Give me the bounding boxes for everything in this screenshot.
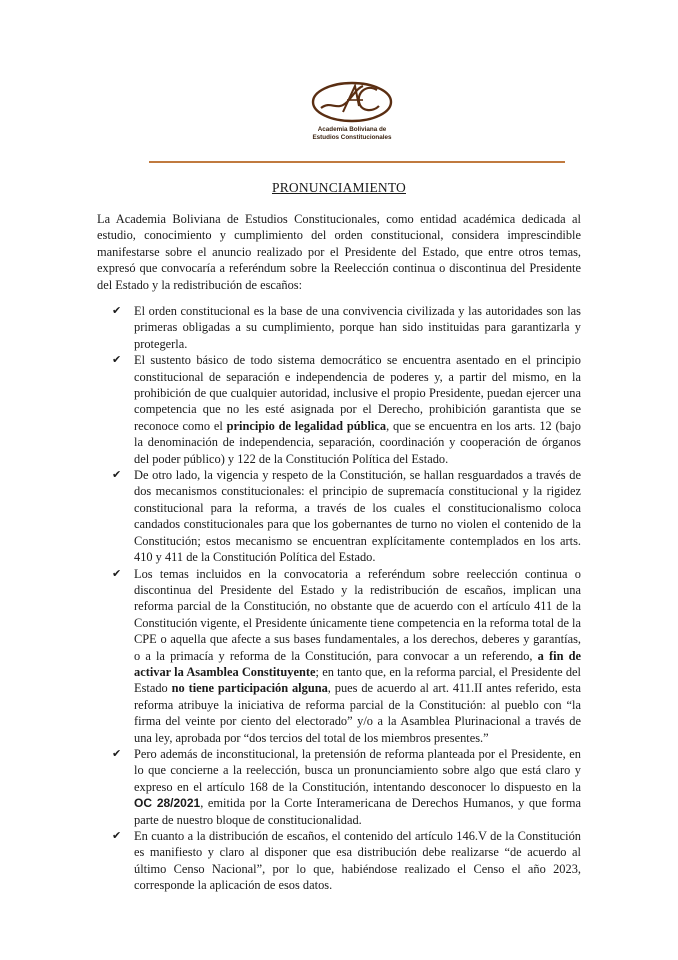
check-icon: ✔ xyxy=(112,746,122,760)
point-text: El sustento básico de todo sistema democrático se encuentra asentado en el principio constitucional de separación e independencia de poderes y, a partir del mismo, en la prohibición de que cualquier autoridad, inclusive el propio Presidente, puedan ejercer una competencia que no les esté asignada por el Derecho, prohibición garantista que se reconoce como el xyxy=(134,353,581,433)
academy-logo xyxy=(307,78,397,150)
point-text: El orden constitucional es la base de una convivencia civilizada y las autoridades son las primeras obligadas a su cumplimiento, porque han sido instituidas para garantizarla y protegerla. xyxy=(134,304,581,351)
point-text: ; en tanto que, en la reforma parcial, el Presidente del Estado xyxy=(134,664,581,696)
logo-caption xyxy=(307,126,397,141)
header-divider xyxy=(149,161,565,163)
point-emphasis: principio de legalidad pública xyxy=(226,418,387,433)
points-list xyxy=(97,303,581,894)
point-text: Pero además de inconstitucional, la pretensión de reforma planteada por el Presidente, en lo que concierne a la reelección, busca un pronunciamiento sobre algo que está claro y expreso en el artículo 168 de la Constitución, intentando desconocer lo dispuesto en la xyxy=(134,746,581,794)
point-emphasis: OC 28/2021 xyxy=(134,796,201,811)
list-item xyxy=(97,566,581,746)
point-text: De otro lado, la vigencia y respeto de la Constitución, se hallan resguardados a través de dos mecanismos constitucionales: el principio de supremacía constitucional y la rigidez constitucional para la reforma, a través de los cuales el constitucionalismo coloca candados constitucionales para que los gobernantes de turno no violen el contenido de la Constitución; estos mecanismo se encuentran explícitamente contemplados en los arts. 410 y 411 de la Constitución Política del Estado. xyxy=(134,468,581,565)
document-title: PRONUNCIAMIENTO xyxy=(271,180,406,195)
point-text: , emitida por la Corte Interamericana de Derechos Humanos, y que forma parte de nuestro bloque de constitucionalidad. xyxy=(134,796,581,827)
list-item xyxy=(97,828,581,894)
logo-emblem-icon xyxy=(307,78,397,126)
point-text: Los temas incluidos en la convocatoria a referéndum sobre reelección continua o discontinua del Presidente del Estado y la redistribución de escaños, implican una reforma parcial de la Constitución, no obstante que de acuerdo con el artículo 411 de la Constitución vigente, el Presidente únicamente tiene competencia en la reforma total de la CPE o aquella que afecte a sus bases fundamentales, a los derechos, deberes y garantías, o a la primacía y reforma de la Constitución, para convocar a un referendo, xyxy=(134,566,581,663)
point-emphasis: no tiene participación alguna xyxy=(171,681,328,696)
logo-line-2: Estudios Constitucionales xyxy=(312,133,392,141)
point-text: En cuanto a la distribución de escaños, el contenido del artículo 146.V de la Constitución es manifiesto y claro al disponer que esa distribución debe realizarse “de acuerdo al último Censo Nacional”, por lo que, habiéndose realizado el Censo el año 2023, corresponde la aplicación de esos datos. xyxy=(134,829,581,893)
point-emphasis: a fin de activar la Asamblea Constituyente xyxy=(134,648,581,679)
point-text: , que se encuentra en los arts. 12 (bajo la denominación de independencia, separación, coordinación y cooperación de órganos del poder público) y 122 de la Constitución Política del Estado. xyxy=(134,418,581,466)
point-text: , pues de acuerdo al art. 411.II antes referido, esta reforma atribuye la iniciativa de reforma parcial de la Constitución: al pueblo con “la firma del veinte por ciento del electorado” y/o a la Asamblea Plurinacional a través de una ley, aprobada por “dos tercios del total de los miembros presentes.” xyxy=(134,681,581,745)
check-icon: ✔ xyxy=(112,468,122,482)
check-icon: ✔ xyxy=(112,566,122,580)
check-icon: ✔ xyxy=(112,829,122,842)
check-icon: ✔ xyxy=(112,353,122,367)
logo-line-1: Academia Boliviana de xyxy=(317,126,387,133)
list-item xyxy=(97,352,581,467)
list-item xyxy=(97,746,581,828)
list-item xyxy=(97,303,581,352)
intro-paragraph: La Academia Boliviana de Estudios Constitucionales, como entidad académica dedicada al estudio, conocimiento y cumplimiento del orden constitucional, considera imprescindible manifestarse sobre el anuncio realizado por el Presidente del Estado, que entre otros temas, expresó que convocaría a referéndum sobre la Reelección continua o discontinua del Presidente del Estado y la redistribución de escaños: xyxy=(97,212,581,292)
check-icon: ✔ xyxy=(112,304,122,317)
list-item xyxy=(97,467,581,565)
